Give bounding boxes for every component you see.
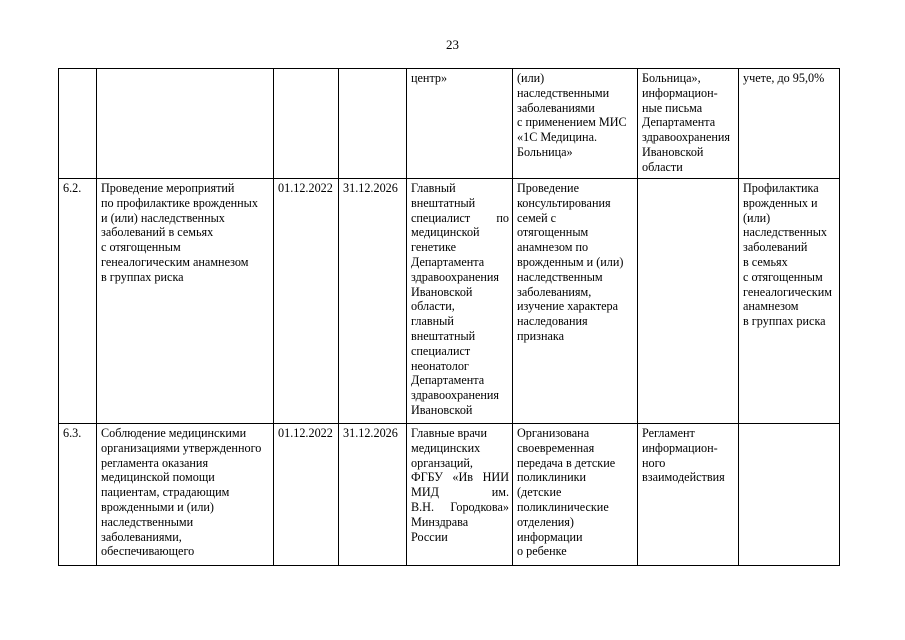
cell-line: внештатный xyxy=(411,195,476,210)
cell-line: информации xyxy=(517,529,583,544)
word: по xyxy=(496,210,509,225)
cell-line: консультирования xyxy=(517,195,611,210)
responsible-cell xyxy=(407,424,513,566)
cell-line xyxy=(411,485,509,500)
cell-line: семей с xyxy=(517,210,557,225)
table-row xyxy=(59,179,840,424)
cell-line: отделения) xyxy=(517,514,574,529)
cell-line: врожденным и (или) xyxy=(517,254,624,269)
indicator-cell xyxy=(739,424,840,566)
cell-line: наследственными xyxy=(101,514,194,529)
cell-line: (детские xyxy=(517,485,562,500)
end-date-cell: 31.12.2026 xyxy=(339,424,407,566)
start-date-cell: 01.12.2022 xyxy=(274,179,339,424)
word: НИИ xyxy=(482,470,509,485)
cell-line: здравоохранения xyxy=(411,388,500,403)
cell-line: заболеваниями xyxy=(517,100,595,115)
result-cell xyxy=(513,179,638,424)
cell-line: в группах риска xyxy=(743,314,826,329)
cell-line: наследования xyxy=(517,314,588,329)
cell-line: генетике xyxy=(411,240,457,255)
cell-line: с отягощенным xyxy=(101,240,181,255)
cell-line: пациентам, страдающим xyxy=(101,485,230,500)
cell-line: Департамента xyxy=(411,254,485,269)
cell-line: здравоохранения xyxy=(411,269,500,284)
cell-line: отягощенным xyxy=(517,225,589,240)
cell-line: России xyxy=(411,529,448,544)
cell-line: «1С Медицина. xyxy=(517,130,598,145)
cell-line: Ивановской xyxy=(411,402,473,417)
event-cell xyxy=(97,69,274,179)
cell-line: генеалогическим xyxy=(743,284,832,299)
cell-line: Главный xyxy=(411,181,456,195)
start-date-cell: 01.12.2022 xyxy=(274,424,339,566)
cell-line: поликлинические xyxy=(517,499,609,514)
cell-line: внештатный xyxy=(411,328,476,343)
responsible-cell xyxy=(407,69,513,179)
cell-line: Проведение мероприятий xyxy=(101,181,235,195)
cell-line: наследственным xyxy=(517,269,603,284)
cell-line: заболеваниям, xyxy=(517,284,592,299)
plan-table xyxy=(58,68,840,566)
cell-line: Организована xyxy=(517,426,590,440)
cell-line: анамнезом xyxy=(743,299,799,314)
cell-line: центр» xyxy=(411,71,448,85)
cell-line: Главные врачи xyxy=(411,426,487,440)
cell-line: с отягощенным xyxy=(743,269,823,284)
cell-line: здравоохранения xyxy=(642,130,731,145)
responsible-cell xyxy=(407,179,513,424)
cell-line: Департамента xyxy=(642,115,716,130)
event-cell xyxy=(97,179,274,424)
cell-line: медицинской xyxy=(411,225,480,240)
row-number-cell xyxy=(59,69,97,179)
cell-line: заболеваний xyxy=(743,240,808,255)
cell-line: ного xyxy=(642,455,666,470)
table-row xyxy=(59,69,840,179)
end-date-cell xyxy=(339,69,407,179)
cell-line: обеспечивающего xyxy=(101,544,195,559)
document-cell xyxy=(638,179,739,424)
word: им. xyxy=(491,485,509,500)
cell-line: информацион- xyxy=(642,85,718,100)
cell-line: органзаций, xyxy=(411,455,473,470)
cell-line: врожденными и (или) xyxy=(101,499,214,514)
word: Городкова» xyxy=(450,499,509,514)
cell-line: неонатолог xyxy=(411,358,469,373)
cell-line: своевременная xyxy=(517,440,595,455)
cell-line: в семьях xyxy=(743,254,788,269)
cell-line: Больница» xyxy=(517,144,573,159)
document-cell xyxy=(638,424,739,566)
cell-line: Минздрава xyxy=(411,514,469,529)
cell-line: области xyxy=(642,159,683,174)
indicator-cell xyxy=(739,179,840,424)
row-number-cell: 6.3. xyxy=(59,424,97,566)
cell-line: врожденных и xyxy=(743,195,818,210)
cell-line: Соблюдение медицинскими xyxy=(101,426,247,440)
word: «Ив xyxy=(452,470,474,485)
row-number-cell: 6.2. xyxy=(59,179,97,424)
cell-line: Ивановской xyxy=(411,284,473,299)
cell-line: информацион- xyxy=(642,440,718,455)
cell-line: (или) xyxy=(517,71,545,85)
cell-line: (или) xyxy=(743,210,771,225)
cell-line xyxy=(411,500,509,515)
cell-line: области, xyxy=(411,299,455,314)
cell-line: регламента оказания xyxy=(101,455,209,470)
cell-line: и (или) наследственных xyxy=(101,210,225,225)
word: ФГБУ xyxy=(411,470,443,485)
start-date-cell xyxy=(274,69,339,179)
word: МИД xyxy=(411,485,439,500)
cell-line: о ребенке xyxy=(517,544,567,559)
cell-line: ные письма xyxy=(642,100,703,115)
cell-line: в группах риска xyxy=(101,269,184,284)
cell-line: учете, до 95,0% xyxy=(743,71,825,85)
result-cell xyxy=(513,424,638,566)
table-row xyxy=(59,424,840,566)
cell-line: взаимодействия xyxy=(642,470,725,485)
cell-line: организациями утвержденного xyxy=(101,440,262,455)
cell-line: с применением МИС xyxy=(517,115,627,130)
cell-line: главный xyxy=(411,314,454,329)
cell-line: Ивановской xyxy=(642,144,704,159)
cell-line: Профилактика xyxy=(743,181,819,195)
cell-line: Департамента xyxy=(411,373,485,388)
result-cell xyxy=(513,69,638,179)
cell-line: Регламент xyxy=(642,426,695,440)
word: специалист xyxy=(411,210,471,225)
cell-line xyxy=(411,211,509,226)
cell-line: изучение характера xyxy=(517,299,619,314)
cell-line: наследственными xyxy=(517,85,610,100)
cell-line: генеалогическим анамнезом xyxy=(101,254,249,269)
cell-line: передача в детские xyxy=(517,455,616,470)
cell-line: Больница», xyxy=(642,71,701,85)
word: В.Н. xyxy=(411,499,435,514)
indicator-cell xyxy=(739,69,840,179)
cell-line: анамнезом по xyxy=(517,240,589,255)
cell-line: медицинских xyxy=(411,440,481,455)
document-cell xyxy=(638,69,739,179)
cell-line: заболеваний в семьях xyxy=(101,225,214,240)
cell-line: Проведение xyxy=(517,181,579,195)
page-number: 23 xyxy=(446,37,459,52)
cell-line: медицинской помощи xyxy=(101,470,215,485)
cell-line: заболеваниями, xyxy=(101,529,182,544)
cell-line: признака xyxy=(517,328,565,343)
cell-line: поликлиники xyxy=(517,470,587,485)
cell-line: наследственных xyxy=(743,225,828,240)
end-date-cell: 31.12.2026 xyxy=(339,179,407,424)
event-cell xyxy=(97,424,274,566)
cell-line: специалист xyxy=(411,343,471,358)
cell-line xyxy=(411,470,509,485)
cell-line: по профилактике врожденных xyxy=(101,195,258,210)
